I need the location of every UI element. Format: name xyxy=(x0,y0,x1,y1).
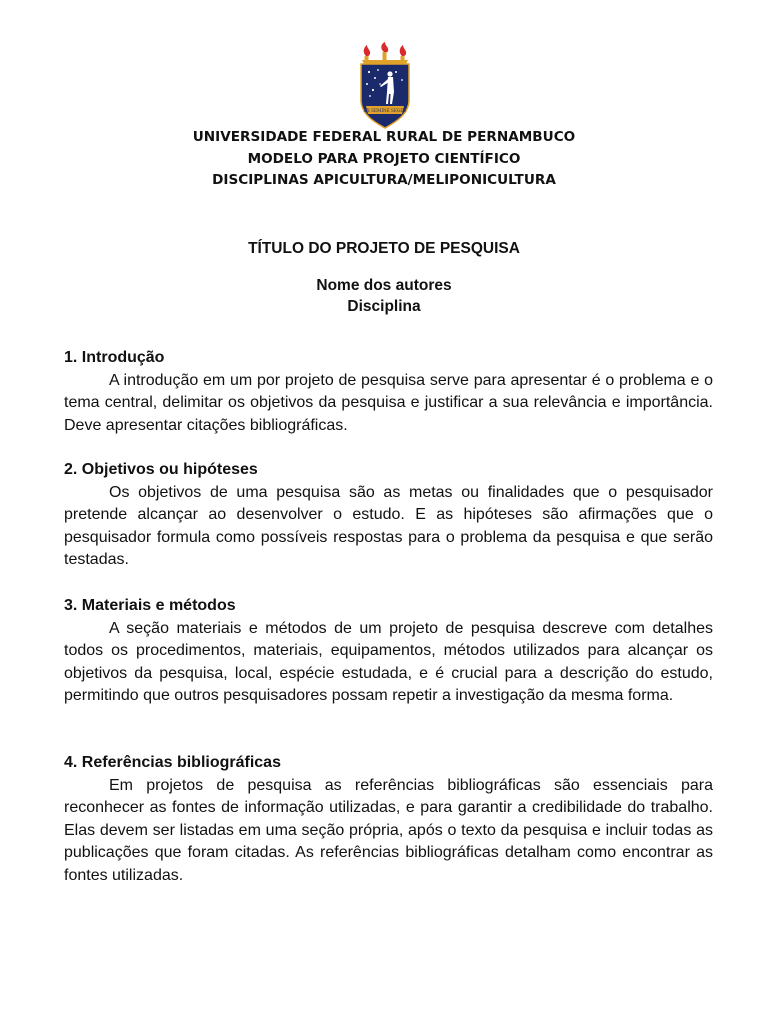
section-body: Em projetos de pesquisa as referências bibliográficas são essenciais para reconhecer as fontes de informação utilizadas, e para garantir a credibilidade do trabalho. Elas devem ser listadas em uma seção própria, após o texto da pesquisa e incluir todas as publicações que foram citadas. As referências bibliográficas detalham como encontrar as fontes utilizadas. xyxy=(64,776,713,884)
shield-shape xyxy=(361,64,409,128)
section-heading: 1. Introdução xyxy=(64,349,165,366)
section-body: A introdução em um por projeto de pesquisa serve para apresentar é o problema e o tema central, delimitar os objetivos da pesquisa e justificar a sua relevância e importância. Deve apresentar citações bibliográficas. xyxy=(64,371,713,434)
authors-names: Nome dos autores xyxy=(316,277,452,294)
motto-text: EX SEMINE SEGES xyxy=(363,108,407,114)
section-heading: 3. Materiais e métodos xyxy=(64,597,236,614)
university-name: UNIVERSIDADE FEDERAL RURAL DE PERNAMBUCO xyxy=(192,129,576,145)
model-title: MODELO PARA PROJETO CIENTÍFICO xyxy=(247,150,521,167)
project-title: TÍTULO DO PROJETO DE PESQUISA xyxy=(248,240,520,257)
institution-header xyxy=(0,127,768,192)
section-materials-methods xyxy=(64,595,713,708)
authors-block xyxy=(0,275,768,317)
section-body: Os objetivos de uma pesquisa são as metas ou finalidades que o pesquisador pretende alcançar ao desenvolver o estudo. E as hipóteses são afirmações que o pesquisador formula como possíveis respostas para o problema da pesquisa e que serão testadas. xyxy=(64,483,713,568)
section-references xyxy=(64,752,713,887)
section-body: A seção materiais e métodos de um projeto de pesquisa descreve com detalhes todos os procedimentos, materiais, equipamentos, métodos utilizados para alcançar os objetivos da pesquisa, local, espécie estudada, e é crucial para a descrição do estudo, permitindo que outros pesquisadores possam repetir a investigação da mesma forma. xyxy=(64,619,713,704)
disciplines-line: DISCIPLINAS APICULTURA/MELIPONICULTURA xyxy=(212,172,556,188)
torch-flames xyxy=(362,42,408,64)
section-objectives xyxy=(64,459,713,572)
authors-discipline: Disciplina xyxy=(347,298,421,315)
ufrpe-crest-icon xyxy=(352,42,416,130)
section-heading: 4. Referências bibliográficas xyxy=(64,754,281,771)
section-introduction xyxy=(64,347,713,437)
section-heading: 2. Objetivos ou hipóteses xyxy=(64,461,258,478)
